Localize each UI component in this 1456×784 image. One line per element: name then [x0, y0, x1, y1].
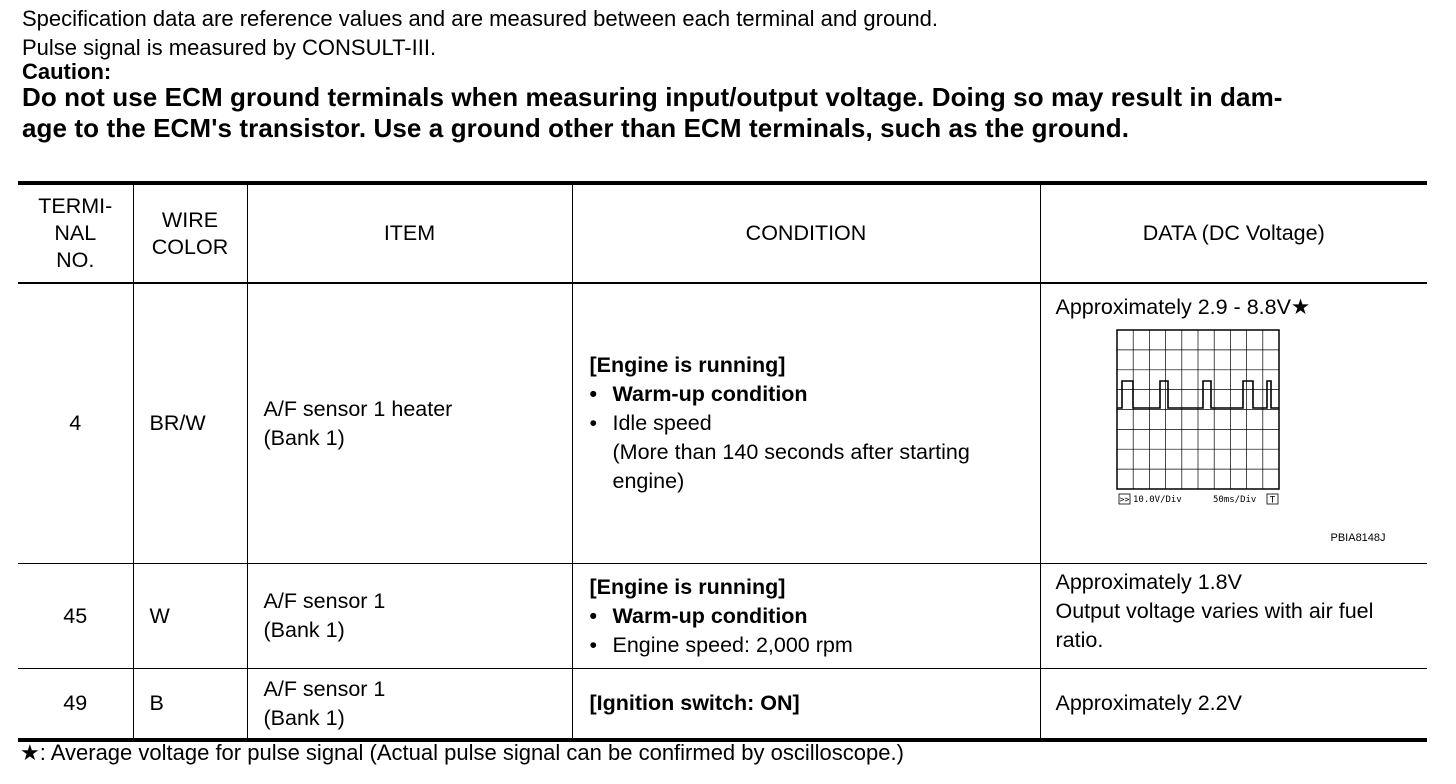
- table-row: [18, 564, 1427, 669]
- footnote: ★: Average voltage for pulse signal (Actual pulse signal can be confirmed by oscilloscope.): [20, 740, 904, 765]
- spec-note: Specification data are reference values and are measured between each terminal and ground.: [22, 6, 939, 31]
- condition-title: [Ignition switch: ON]: [589, 691, 800, 715]
- condition-title: [Engine is running]: [589, 574, 786, 599]
- caution-label: Caution:: [22, 59, 112, 84]
- terminal-number: 45: [18, 564, 133, 669]
- table-header-row: [18, 183, 1427, 283]
- pulse-note: Pulse signal is measured by CONSULT-III.: [22, 35, 437, 60]
- item-cell: A/F sensor 1 heater (Bank 1): [247, 283, 572, 564]
- terminal-number: 49: [18, 669, 133, 741]
- header-item: ITEM: [247, 183, 572, 283]
- table-row: [18, 669, 1427, 741]
- condition-cell: [572, 564, 1040, 669]
- data-cell: [1040, 283, 1427, 564]
- figure-code: PBIA8148J: [1330, 532, 1386, 544]
- data-cell: Approximately 1.8V Output voltage varies with air fuel ratio.: [1040, 564, 1427, 669]
- condition-bullet: • Idle speed: [589, 411, 712, 435]
- scope-trigger-marker: T: [1269, 495, 1275, 505]
- header-wire-color: WIRE COLOR: [133, 183, 247, 283]
- wire-color: B: [133, 669, 247, 741]
- condition-note: (More than 140 seconds after starting: [612, 440, 970, 464]
- table-row: [18, 283, 1427, 564]
- condition-title: [Engine is running]: [589, 353, 786, 377]
- item-cell: A/F sensor 1 (Bank 1): [247, 669, 572, 741]
- header-data: DATA (DC Voltage): [1040, 183, 1427, 283]
- condition-bullet: • Engine speed: 2,000 rpm: [589, 632, 853, 657]
- data-value: Approximately 2.9 - 8.8V★: [1055, 295, 1311, 319]
- condition-cell: [572, 283, 1040, 564]
- caution-line-1: Do not use ECM ground terminals when measuring input/output voltage. Doing so may result in dam-: [22, 82, 1283, 112]
- scope-volt-div: 10.0V/Div: [1132, 495, 1182, 505]
- condition-bullet: • Warm-up condition: [589, 382, 808, 406]
- intro-notes: [22, 4, 1432, 144]
- caution-line-2: age to the ECM's transistor. Use a ground other than ECM terminals, such as the ground.: [22, 113, 1130, 143]
- wire-color: W: [133, 564, 247, 669]
- terminal-number: 4: [18, 283, 133, 564]
- header-condition: CONDITION: [572, 183, 1040, 283]
- scope-arrow: >>: [1119, 495, 1129, 504]
- data-cell: Approximately 2.2V: [1040, 669, 1427, 741]
- header-terminal-no: TERMI- NAL NO.: [18, 183, 133, 283]
- item-cell: A/F sensor 1 (Bank 1): [247, 564, 572, 669]
- oscilloscope-waveform: [1116, 329, 1282, 505]
- condition-cell: [572, 669, 1040, 741]
- scope-time-div: 50ms/Div: [1212, 495, 1256, 505]
- wire-color: BR/W: [133, 283, 247, 564]
- condition-bullet: • Warm-up condition: [589, 603, 808, 628]
- condition-note: engine): [612, 469, 685, 493]
- ecm-terminal-table: [18, 181, 1427, 742]
- oscilloscope-figure: [1056, 322, 1428, 554]
